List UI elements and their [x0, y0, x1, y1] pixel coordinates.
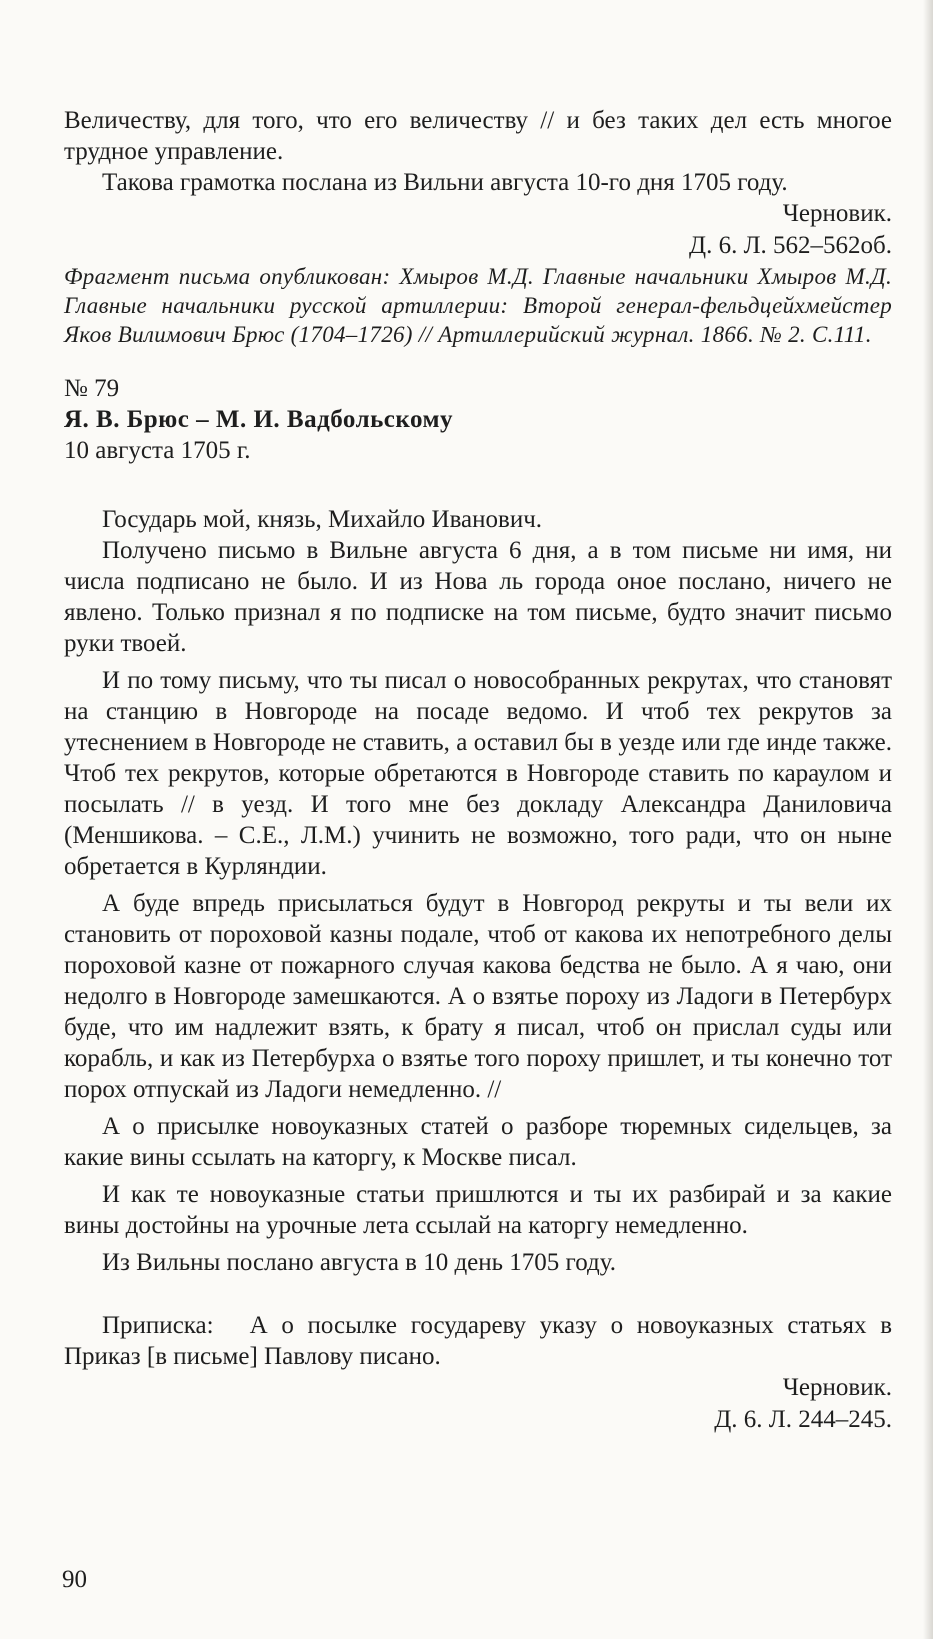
continuation-text: Величеству, для того, что его величеству // и без таких дел есть многое трудное управление.: [64, 107, 892, 165]
document-date: 10 августа 1705 г.: [64, 437, 251, 464]
document-heading: Я. В. Брюс – М. И. Вадбольскому: [64, 406, 454, 433]
letter-paragraph: Из Вильны послано августа в 10 день 1705 году.: [102, 1249, 616, 1276]
letter-greeting: Государь мой, князь, Михайло Иванович.: [102, 506, 543, 533]
page-number: 90: [62, 1566, 87, 1593]
draft-label: Черновик.: [782, 200, 892, 227]
publication-note: Фрагмент письма опубликован: Хмыров М.Д. Главные начальники Хмыров М.Д. Главные начальники русской артиллерии: Второй генерал-фельдцейхмейстер Яков Вилимович Брюс (1704–1726) // Артиллерийский журнал. 1866. № 2. С.111.: [64, 264, 892, 347]
letter-paragraph: И как те новоуказные статьи пришлются и ты их разбирай и за какие вины достойны на урочные лета ссылай на каторгу немедленно.: [64, 1181, 892, 1239]
draft-label: Черновик.: [782, 1374, 892, 1401]
postscript: [64, 1310, 892, 1372]
document-number: № 79: [64, 375, 120, 402]
letter-paragraph: И по тому письму, что ты писал о новособранных рекрутах, что становят на станцию в Новгороде на посаде ведомо. И чтоб тех рекрутов за утеснением в Новгороде не ставить, а оставил бы в уезде или где инде также. Чтоб тех рекрутов, которые обретаются в Новгороде ставить по караулом и посылать // в уезд. И того мне без докладу Александра Даниловича (Меншикова. – С.Е., Л.М.) учинить не возможно, того ради, что он ныне обретается в Курляндии.: [64, 667, 892, 880]
sent-note: Такова грамотка послана из Вильни августа 10-го дня 1705 году.: [102, 169, 788, 196]
letter-paragraph: Получено письмо в Вильне августа 6 дня, а в том письме ни имя, ни числа подписано не было. И из Нова ль города оное послано, ничего не явлено. Только признал я по подписке на том письме, будто значит письмо руки твоей.: [64, 537, 892, 657]
archive-reference: Д. 6. Л. 562–562об.: [689, 232, 892, 259]
page-edge-shadow: [923, 0, 933, 1639]
archive-reference: Д. 6. Л. 244–245.: [714, 1406, 892, 1433]
postscript-label: Приписка:: [102, 1312, 214, 1339]
letter-paragraph: А буде впредь присылаться будут в Новгород рекруты и ты вели их становить от пороховой казны подале, чтоб от какова их непотребного делы пороховой казне от пожарного случая какова бедства не было. А я чаю, они недолго в Новгороде замешкаются. А о взятье пороху из Ладоги в Петербурх буде, что им надлежит взять, к брату я писал, чтоб он прислал суды или корабль, и как из Петербурха о взятье того пороху пришлет, и ты конечно тот порох отпускай из Ладоги немедленно. //: [64, 890, 892, 1103]
letter-paragraph: А о присылке новоуказных статей о разборе тюремных сидельцев, за какие вины ссылать на каторгу, к Москве писал.: [64, 1113, 892, 1171]
page-body: [64, 105, 892, 1436]
postscript-text: А о посылке государеву указу о новоуказных статьях в Приказ [в письме] Павлову писано.: [64, 1312, 892, 1370]
